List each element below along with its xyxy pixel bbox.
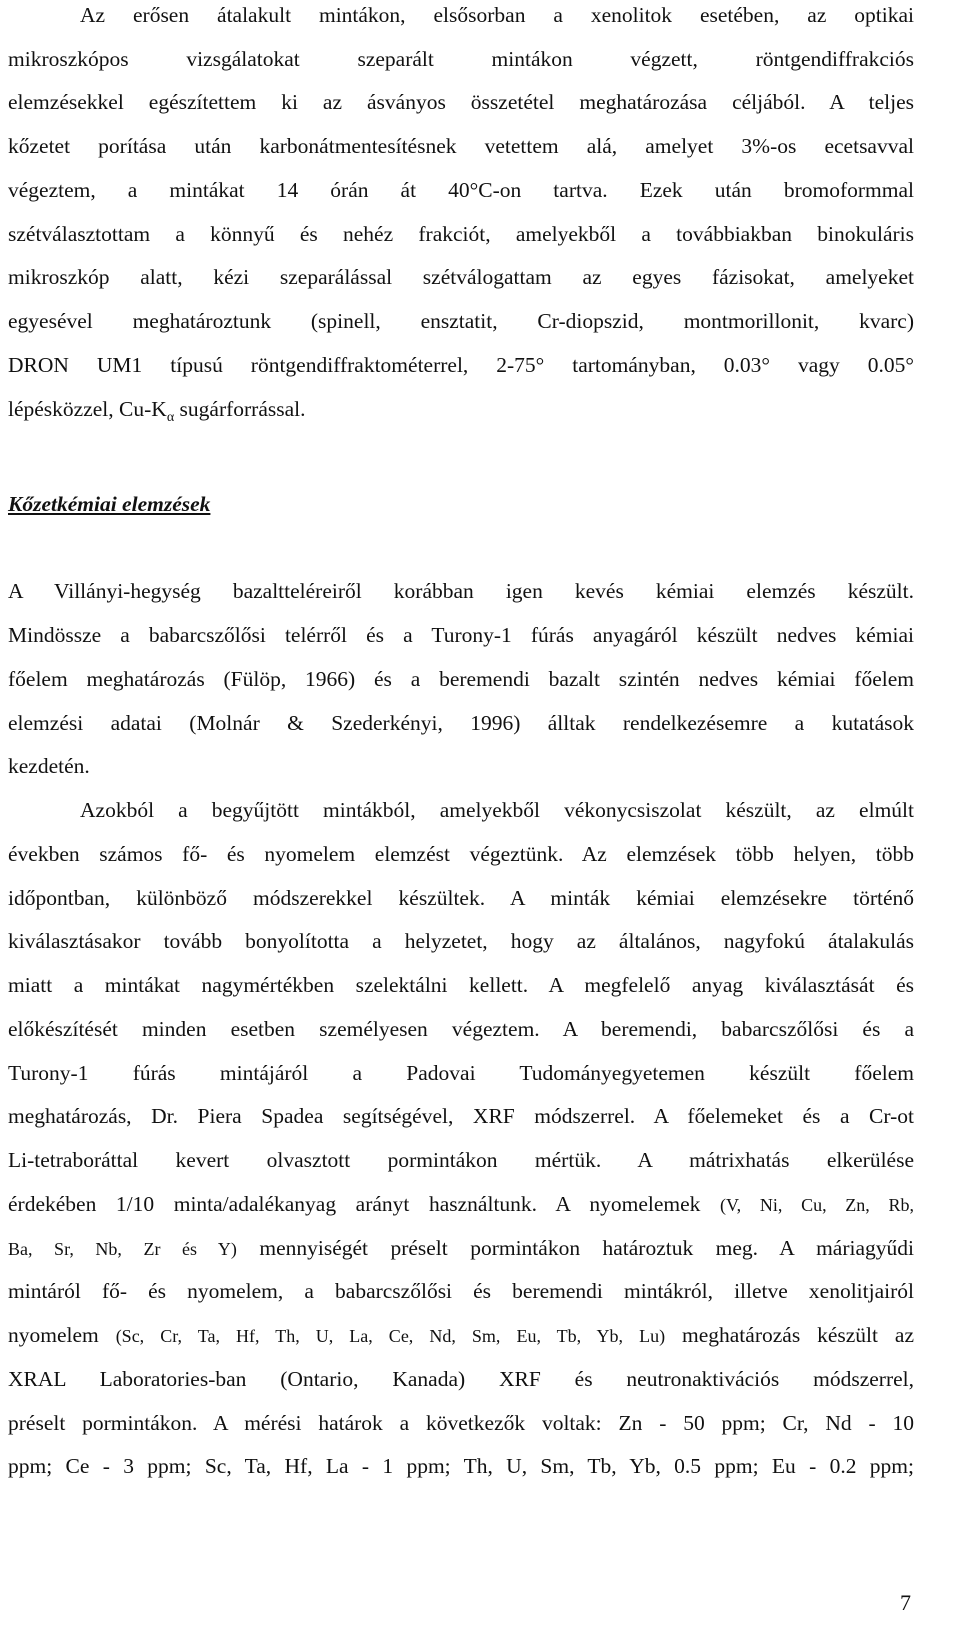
text-line: XRAL Laboratories-ban (Ontario, Kanada) XRF és neutronaktivációs módszerrel, — [8, 1367, 914, 1391]
text-line: kiválasztásakor tovább bonyolította a helyzetet, hogy az általános, nagyfokú átalakulás — [8, 929, 914, 953]
page-number: 7 — [900, 1590, 911, 1615]
text-line: előkészítését minden esetben személyesen végeztem. A beremendi, babarcszőlősi és a — [8, 1017, 914, 1041]
text-span: lépésközzel, Cu-K — [8, 397, 167, 421]
section-heading: Kőzetkémiai elemzések — [8, 492, 211, 516]
text-line: főelem meghatározás (Fülöp, 1966) és a beremendi bazalt szintén nedves kémiai főelem — [8, 667, 914, 691]
text-line: miatt a mintákat nagymértékben szelektálni kellett. A megfelelő anyag kiválasztását és — [8, 973, 914, 997]
text-line: Li-tetraboráttal kevert olvasztott pormintákon mértük. A mátrixhatás elkerülése — [8, 1148, 914, 1172]
text-line: végeztem, a mintákat 14 órán át 40°C-on tartva. Ezek után bromoformmal — [8, 178, 914, 202]
text-line: egyesével meghatároztunk (spinell, ensztatit, Cr-diopszid, montmorillonit, kvarc) — [8, 309, 914, 333]
text-line: meghatározás, Dr. Piera Spadea segítségével, XRF módszerrel. A főelemeket és a Cr-ot — [8, 1104, 914, 1128]
text-line — [8, 1233, 914, 1264]
text-line: mikroszkópos vizsgálatokat szeparált mintákon végzett, röntgendiffrakciós — [8, 47, 914, 71]
text-span: érdekében 1/10 minta/adalékanyag arányt használtunk. A nyomelemek — [8, 1192, 701, 1216]
text-line: mikroszkóp alatt, kézi szeparálással szétválogattam az egyes fázisokat, amelyeket — [8, 265, 914, 289]
text-line: években számos fő- és nyomelem elemzést végeztünk. Az elemzések több helyen, több — [8, 842, 914, 866]
text-line: DRON UM1 típusú röntgendiffraktométerrel, 2-75° tartományban, 0.03° vagy 0.05° — [8, 353, 914, 377]
subscript-alpha: α — [166, 410, 175, 425]
text-line: elemzésekkel egészítettem ki az ásványos összetétel meghatározása céljából. A teljes — [8, 90, 914, 114]
text-line: szétválasztottam a könnyű és nehéz frakciót, amelyekből a továbbiakban binokuláris — [8, 222, 914, 246]
text-line: préselt pormintákon. A mérési határok a következők voltak: Zn - 50 ppm; Cr, Nd - 10 — [8, 1411, 914, 1435]
text-line: Mindössze a babarcszőlősi telérről és a Turony-1 fúrás anyagáról készült nedves kémiai — [8, 623, 914, 647]
text-line — [8, 394, 914, 428]
text-line — [8, 1189, 914, 1220]
text-span: sugárforrással. — [174, 397, 306, 421]
text-line: időpontban, különböző módszerekkel készültek. A minták kémiai elemzésekre történő — [8, 886, 914, 910]
text-span: mennyiségét préselt pormintákon határoztuk meg. A máriagyűdi — [259, 1236, 915, 1260]
text-line — [8, 1320, 914, 1351]
text-line: mintáról fő- és nyomelem, a babarcszőlősi és beremendi mintákról, illetve xenolitjairól — [8, 1279, 914, 1303]
text-line: Azokból a begyűjtött mintákból, amelyekből vékonycsiszolat készült, az elmúlt — [80, 798, 914, 822]
element-list: (V, Ni, Cu, Zn, Rb, — [720, 1195, 915, 1215]
text-line: A Villányi-hegység bazaltteléreiről korábban igen kevés kémiai elemzés készült. — [8, 579, 914, 603]
text-span: meghatározás készült az — [682, 1323, 915, 1347]
text-line: ppm; Ce - 3 ppm; Sc, Ta, Hf, La - 1 ppm; Th, U, Sm, Tb, Yb, 0.5 ppm; Eu - 0.2 ppm; — [8, 1454, 914, 1478]
element-list: (Sc, Cr, Ta, Hf, Th, U, La, Ce, Nd, Sm, Eu, Tb, Yb, Lu) — [115, 1326, 666, 1346]
text-line: elemzési adatai (Molnár & Szederkényi, 1996) álltak rendelkezésemre a kutatások — [8, 711, 914, 735]
text-line: Turony-1 fúrás mintájáról a Padovai Tudományegyetemen készült főelem — [8, 1061, 914, 1085]
text-line: kezdetén. — [8, 754, 90, 778]
text-line: Az erősen átalakult mintákon, elsősorban a xenolitok esetében, az optikai — [80, 3, 914, 27]
text-line: kőzetet porítása után karbonátmentesítésnek vetettem alá, amelyet 3%-os ecetsavval — [8, 134, 914, 158]
element-list: Ba, Sr, Nb, Zr és Y) — [8, 1239, 237, 1259]
text-span: nyomelem — [8, 1323, 99, 1347]
